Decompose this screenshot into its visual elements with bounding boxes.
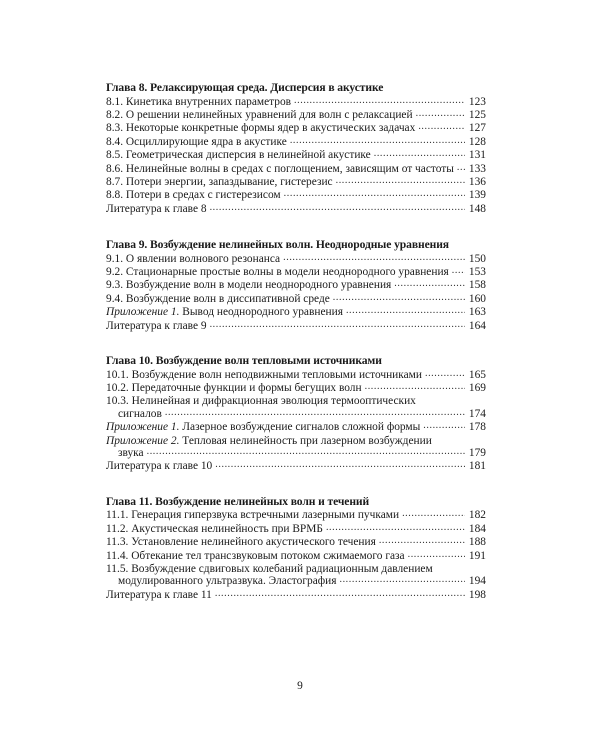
toc-page-number: 128 bbox=[468, 135, 486, 148]
toc-entry-label bbox=[106, 149, 371, 161]
toc-entry-label bbox=[106, 421, 420, 433]
dot-leader bbox=[425, 367, 465, 380]
toc-page-number: 127 bbox=[468, 122, 486, 135]
toc-entry-line bbox=[106, 253, 486, 266]
toc-entry-text: Тепловая нелинейность при лазерном возбуждении bbox=[182, 434, 432, 447]
dot-leader bbox=[457, 161, 465, 174]
dot-leader bbox=[333, 291, 465, 304]
dot-leader bbox=[210, 318, 465, 331]
toc-entry-text: 11.4. Обтекание тел трансзвуковым потоком сжимаемого газа bbox=[106, 549, 405, 562]
toc-page-number: 125 bbox=[468, 108, 486, 121]
toc-entry-label bbox=[106, 96, 291, 108]
toc-entry-text: 8.4. Осциллирующие ядра в акустике bbox=[106, 135, 287, 148]
toc-entry-text: 11.2. Акустическая нелинейность при ВРМБ bbox=[106, 522, 323, 535]
dot-leader bbox=[394, 277, 465, 290]
dot-leader bbox=[215, 458, 465, 471]
chapter-title: Глава 9. Возбуждение нелинейных волн. Неоднородные уравнения bbox=[106, 238, 449, 252]
appendix-label: Приложение 1. bbox=[106, 306, 180, 319]
toc-entry-line bbox=[106, 149, 486, 162]
toc-entry-text: 8.8. Потери в средах с гистерезисом bbox=[106, 189, 281, 202]
toc-entry-text: 8.1. Кинетика внутренних параметров bbox=[106, 95, 292, 108]
toc-page-number: 179 bbox=[468, 447, 486, 460]
toc-entry[interactable] bbox=[106, 563, 486, 589]
page-number: 9 bbox=[297, 680, 303, 692]
toc-entry-text: Литература к главе 10 bbox=[106, 460, 213, 473]
toc-page-number: 148 bbox=[468, 202, 486, 215]
toc-entry-label bbox=[106, 536, 376, 548]
toc-page-number: 131 bbox=[468, 149, 486, 162]
dot-leader bbox=[210, 201, 465, 214]
toc-entry[interactable] bbox=[106, 203, 486, 216]
dot-leader bbox=[408, 548, 465, 561]
toc-entry[interactable] bbox=[106, 320, 486, 333]
dot-leader bbox=[336, 174, 465, 187]
toc-entry-label bbox=[106, 382, 362, 394]
chapter-title: Глава 11. Возбуждение нелинейных волн и течений bbox=[106, 494, 370, 508]
toc-entry-text: Вывод неоднородного уравнения bbox=[182, 306, 343, 319]
toc-entry-text: Литература к главе 11 bbox=[106, 588, 212, 601]
toc-entry-label bbox=[106, 320, 207, 332]
toc-entry[interactable] bbox=[106, 382, 486, 395]
toc-entry-text: 8.3. Некоторые конкретные формы ядер в акустических задачах bbox=[106, 122, 416, 135]
dot-leader bbox=[339, 573, 465, 586]
toc-page-number: 123 bbox=[468, 95, 486, 108]
toc-entry-label bbox=[106, 253, 280, 265]
dot-leader bbox=[402, 507, 465, 520]
toc-entry-text: Лазерное возбуждение сигналов сложной формы bbox=[182, 421, 421, 434]
toc-entry-text: Литература к главе 8 bbox=[106, 202, 207, 215]
toc-entry[interactable] bbox=[106, 149, 486, 162]
dot-leader bbox=[283, 251, 465, 264]
toc-entry-label bbox=[106, 136, 287, 148]
dot-leader bbox=[416, 107, 465, 120]
toc-entry-label bbox=[106, 589, 212, 601]
toc-entry-text: 10.3. Нелинейная и дифракционная эволюция термооптических bbox=[106, 395, 416, 408]
chapter-block bbox=[106, 354, 486, 474]
toc-entry-label bbox=[106, 523, 323, 535]
toc-page-number: 153 bbox=[468, 266, 486, 279]
chapter-title: Глава 10. Возбуждение волн тепловыми источниками bbox=[106, 354, 382, 368]
toc-page-number: 160 bbox=[468, 292, 486, 305]
toc-entry-line bbox=[106, 550, 486, 563]
dot-leader bbox=[284, 187, 465, 200]
toc-page-number: 188 bbox=[468, 536, 486, 549]
toc-entry-text: 8.5. Геометрическая дисперсия в нелинейной акустике bbox=[106, 149, 371, 162]
toc-entry-text: 8.7. Потери энергии, запаздывание, гистерезис bbox=[106, 175, 333, 188]
chapter-block bbox=[106, 495, 486, 602]
toc-entry[interactable] bbox=[106, 421, 486, 434]
dot-leader bbox=[346, 304, 465, 317]
toc-entry-label bbox=[106, 550, 405, 562]
toc-page-number: 174 bbox=[468, 407, 486, 420]
toc-entry-line bbox=[106, 460, 486, 473]
toc-entry-label bbox=[106, 109, 413, 121]
dot-leader bbox=[165, 406, 465, 419]
toc-entry[interactable] bbox=[106, 589, 486, 602]
dot-leader bbox=[147, 445, 465, 458]
toc-entry-text: 10.1. Возбуждение волн неподвижными тепловыми источниками bbox=[106, 368, 422, 381]
toc-page-number: 139 bbox=[468, 189, 486, 202]
toc-page-number: 164 bbox=[468, 319, 486, 332]
toc-entry-continuation-text: модулированного ультразвука. Эластография bbox=[118, 575, 337, 588]
toc-entry-label bbox=[106, 460, 212, 472]
toc-entry-text: 9.1. О явлении волнового резонанса bbox=[106, 252, 281, 265]
toc-page-number: 182 bbox=[468, 509, 486, 522]
toc-entry[interactable] bbox=[106, 395, 486, 421]
toc-entry-text: 8.6. Нелинейные волны в средах с поглощением, зависящим от частоты bbox=[106, 162, 454, 175]
toc-entry-text: Литература к главе 9 bbox=[106, 319, 207, 332]
dot-leader bbox=[418, 120, 465, 133]
toc-entry-text: 10.2. Передаточные функции и формы бегущих волн bbox=[106, 382, 362, 394]
toc-page-number: 150 bbox=[468, 252, 486, 265]
dot-leader bbox=[374, 147, 465, 160]
dot-leader bbox=[423, 419, 465, 432]
toc-entry-line bbox=[106, 589, 486, 602]
chapter-title: Глава 8. Релаксирующая среда. Дисперсия в акустике bbox=[106, 81, 384, 94]
toc-page-number: 136 bbox=[468, 175, 486, 188]
toc-entry-text: 9.3. Возбуждение волн в модели неоднородного уравнения bbox=[106, 279, 392, 292]
toc-entry-label bbox=[106, 293, 330, 305]
toc-page-number: 181 bbox=[468, 460, 486, 473]
toc-page-number: 184 bbox=[468, 522, 486, 535]
toc-entry-label bbox=[106, 203, 207, 215]
toc-page-number: 158 bbox=[468, 279, 486, 292]
toc-entry-text: 11.3. Установление нелинейного акустического течения bbox=[106, 536, 376, 549]
toc-page-number: 169 bbox=[468, 382, 486, 394]
toc-page-number: 191 bbox=[468, 549, 486, 562]
toc-page-number: 163 bbox=[468, 306, 486, 319]
toc-entry-text: 11.5. Возбуждение сдвиговых колебаний радиационным давлением bbox=[106, 562, 433, 575]
toc-entry[interactable] bbox=[106, 460, 486, 473]
toc-entry-line bbox=[106, 421, 486, 434]
toc-entry-text: 8.2. О решении нелинейных уравнений для волн с релаксацией bbox=[106, 108, 413, 121]
toc-entry-continuation-text: сигналов bbox=[118, 407, 162, 420]
dot-leader bbox=[379, 534, 465, 547]
dot-leader bbox=[290, 134, 465, 147]
appendix-label: Приложение 2. bbox=[106, 434, 180, 447]
toc-page-number: 133 bbox=[468, 162, 486, 175]
chapter-block bbox=[106, 238, 486, 333]
toc-entry-line bbox=[106, 320, 486, 333]
table-of-contents bbox=[106, 81, 486, 624]
chapter-block bbox=[106, 81, 486, 216]
toc-entry[interactable] bbox=[106, 435, 486, 461]
dot-leader bbox=[215, 587, 465, 600]
toc-entry-text: 9.2. Стационарные простые волны в модели неоднородного уравнения bbox=[106, 266, 449, 279]
dot-leader bbox=[452, 264, 465, 277]
appendix-label: Приложение 1. bbox=[106, 421, 180, 434]
dot-leader bbox=[294, 94, 465, 107]
toc-entry-line bbox=[106, 203, 486, 216]
dot-leader bbox=[365, 380, 465, 393]
dot-leader bbox=[326, 521, 465, 534]
toc-page-number: 165 bbox=[468, 368, 486, 381]
toc-entry-continuation-text: звука bbox=[118, 447, 144, 460]
toc-entry[interactable] bbox=[106, 550, 486, 563]
toc-entry-line bbox=[106, 382, 486, 395]
toc-entry-text: 9.4. Возбуждение волн в диссипативной среде bbox=[106, 292, 330, 305]
toc-page-number: 198 bbox=[468, 588, 486, 601]
toc-entry[interactable] bbox=[106, 253, 486, 266]
toc-page-number: 178 bbox=[468, 421, 486, 434]
toc-entry-text: 11.1. Генерация гиперзвука встречными лазерными пучками bbox=[106, 509, 400, 522]
toc-page-number: 194 bbox=[468, 575, 486, 588]
